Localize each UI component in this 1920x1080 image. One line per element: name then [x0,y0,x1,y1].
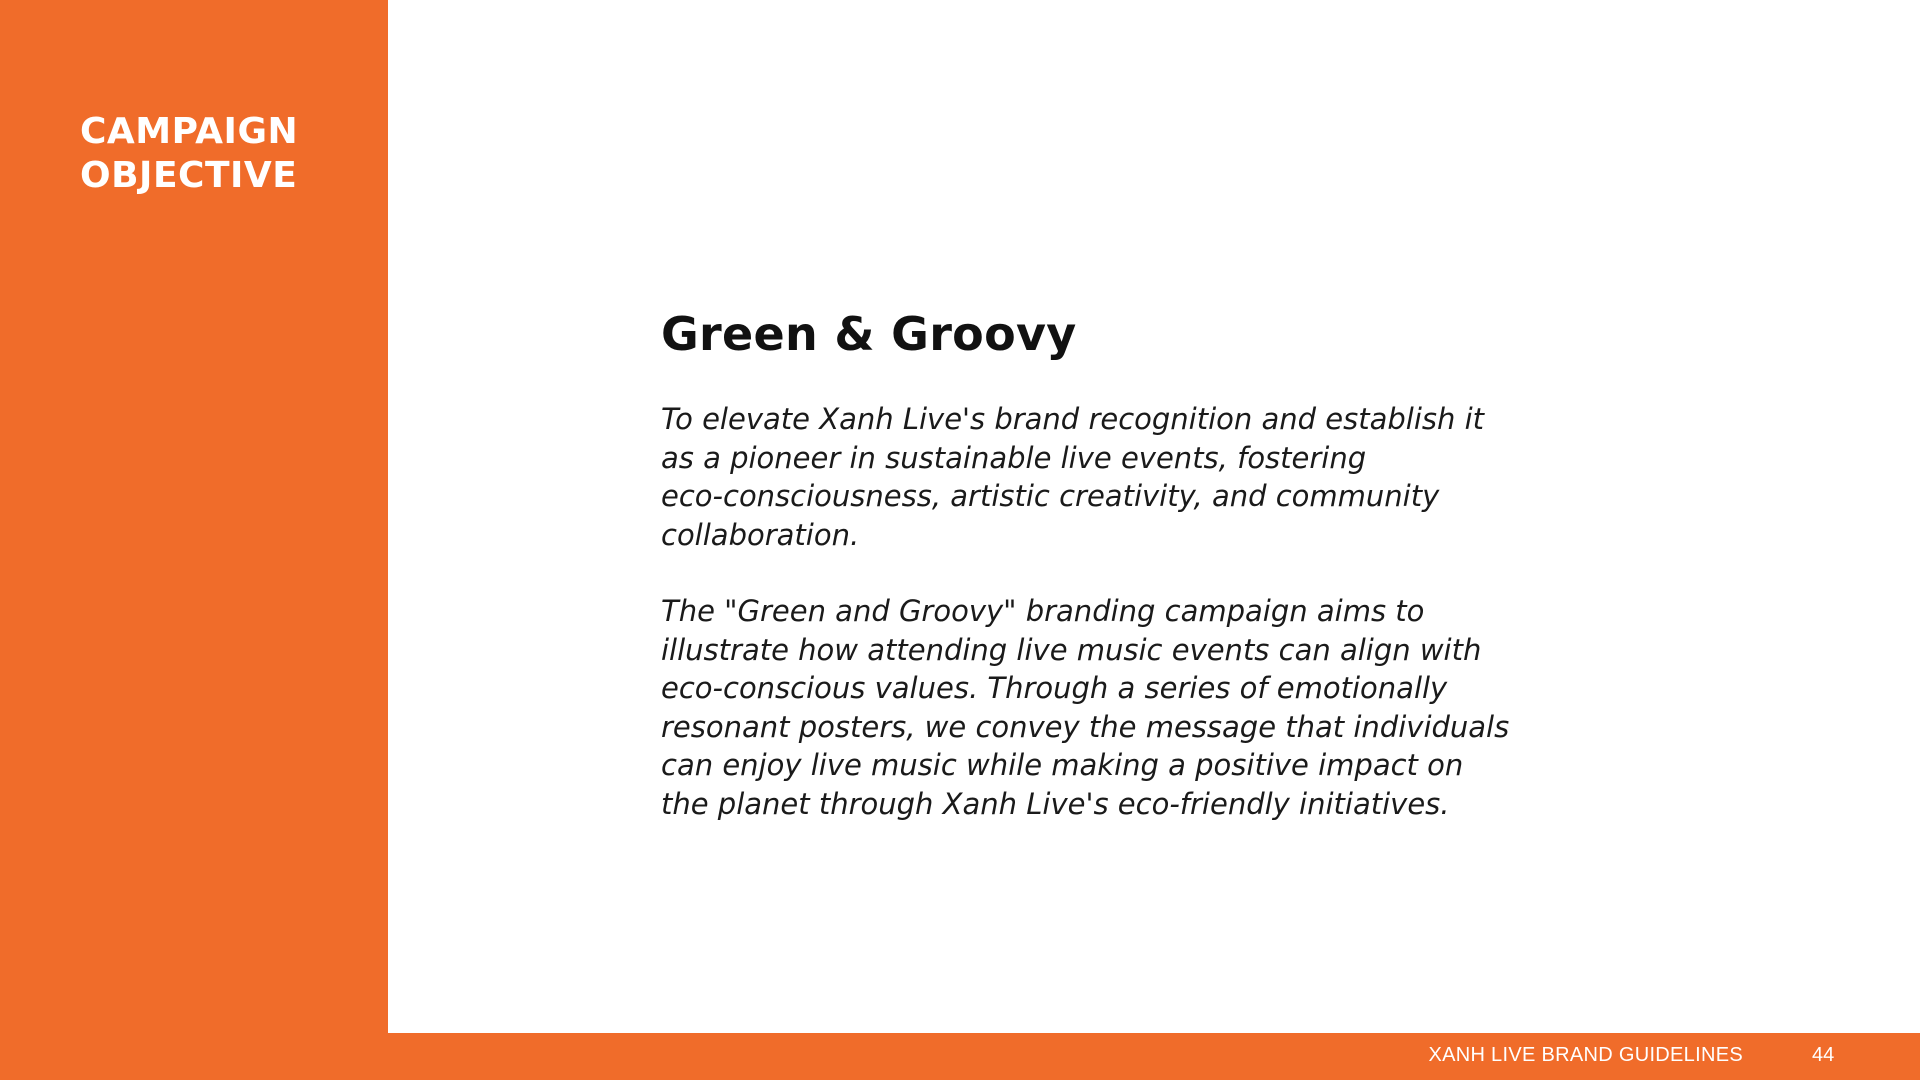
section-title-line-2: OBJECTIVE [80,155,298,196]
campaign-headline: Green & Groovy [661,307,1077,361]
paragraph-line: collaboration. [661,517,860,552]
paragraph-line: eco-conscious values. Through a series of emotionally [661,671,1448,705]
objective-paragraph [661,400,1661,554]
paragraph-line: To elevate Xanh Live's brand recognition and establish it [661,402,1485,436]
campaign-description-paragraph [661,592,1661,823]
paragraph-line: as a pioneer in sustainable live events, fostering [661,440,1367,475]
paragraph-line: resonant posters, we convey the message that individuals [661,709,1510,744]
section-title [80,110,370,198]
page-number: 44 [1812,1044,1835,1066]
section-title-line-1: CAMPAIGN [80,111,299,152]
paragraph-line: illustrate how attending live music events can align with [661,632,1482,667]
paragraph-line: can enjoy live music while making a positive impact on [661,748,1464,782]
content-area [661,306,1661,861]
footer-label: XANH LIVE BRAND GUIDELINES [1428,1044,1743,1066]
paragraph-line: the planet through Xanh Live's eco-friendly initiatives. [661,786,1450,821]
paragraph-line: The "Green and Groovy" branding campaign aims to [661,594,1425,628]
paragraph-line: eco-consciousness, artistic creativity, and community [661,479,1440,513]
